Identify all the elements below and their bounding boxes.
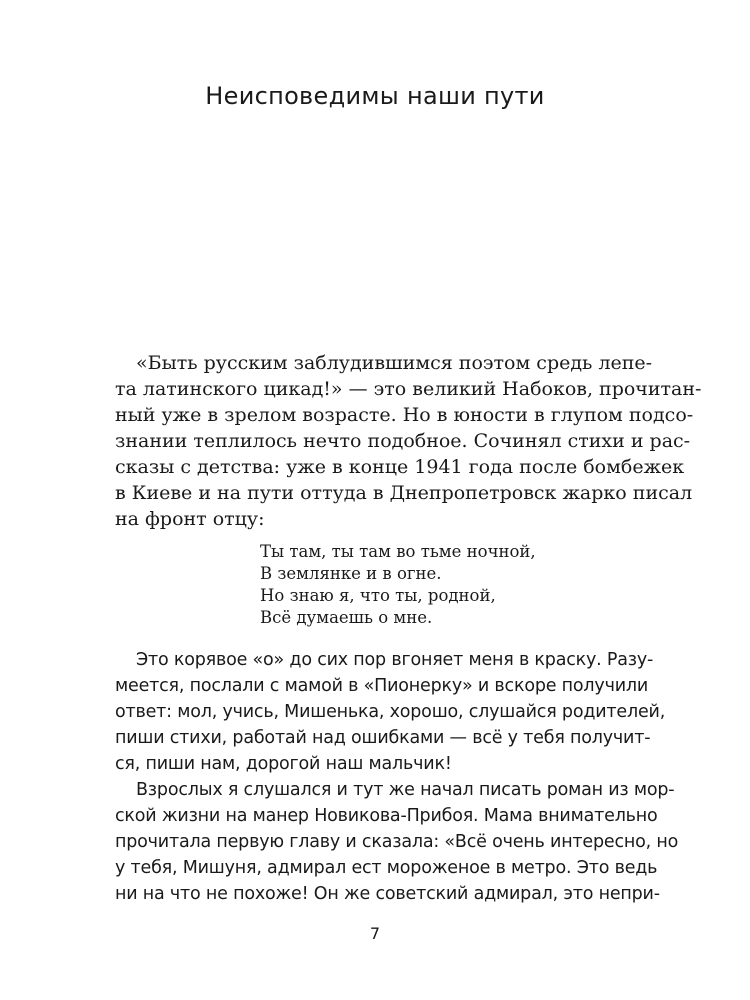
poem-line: Всё думаешь о мне. [260, 608, 433, 627]
paragraph-2-line: меется, послали с мамой в «Пионерку» и вскоре получили [115, 676, 649, 696]
paragraph-1-line: в Киеве и на пути оттуда в Днепропетровск жарко писал [115, 482, 693, 504]
paragraph-3-line: прочитала первую главу и сказала: «Всё очень интересно, но [115, 832, 679, 852]
paragraph-1-line: та латинского цикад!» — это великий Набоков, прочитан- [115, 378, 702, 400]
paragraph-1-line: «Быть русским заблудившимся поэтом средь лепе- [136, 352, 653, 374]
paragraph-3-line: Взрослых я слушался и тут же начал писать роман из мор- [136, 780, 675, 800]
poem-line: В землянке и в огне. [260, 564, 442, 583]
chapter-title: Неисповедимы наши пути [205, 82, 545, 110]
paragraph-2-line: пиши стихи, работай над ошибками — всё у тебя получит- [115, 728, 651, 748]
poem-line: Ты там, ты там во тьме ночной, [260, 542, 536, 561]
paragraph-2-line: Это корявое «о» до сих пор вгоняет меня в краску. Разу- [136, 650, 654, 670]
poem-line: Но знаю я, что ты, родной, [260, 586, 496, 605]
page-number: 7 [369, 924, 381, 943]
paragraph-1-line: ный уже в зрелом возрасте. Но в юности в глупом подсо- [115, 404, 694, 426]
paragraph-1-line: знании теплилось нечто подобное. Сочинял стихи и рас- [115, 430, 691, 452]
paragraph-3-line: у тебя, Мишуня, адмирал ест мороженое в метро. Это ведь [115, 858, 658, 878]
paragraph-2-line: ся, пиши нам, дорогой наш мальчик! [115, 754, 452, 774]
paragraph-3-line: ской жизни на манер Новикова-Прибоя. Мама внимательно [115, 806, 658, 826]
paragraph-3-line: ни на что не похоже! Он же советский адмирал, это непри- [115, 884, 660, 904]
paragraph-1-line: сказы с детства: уже в конце 1941 года после бомбежек [115, 456, 685, 478]
paragraph-1-line: на фронт отцу: [115, 508, 265, 530]
paragraph-2-line: ответ: мол, учись, Мишенька, хорошо, слушайся родителей, [115, 702, 666, 722]
